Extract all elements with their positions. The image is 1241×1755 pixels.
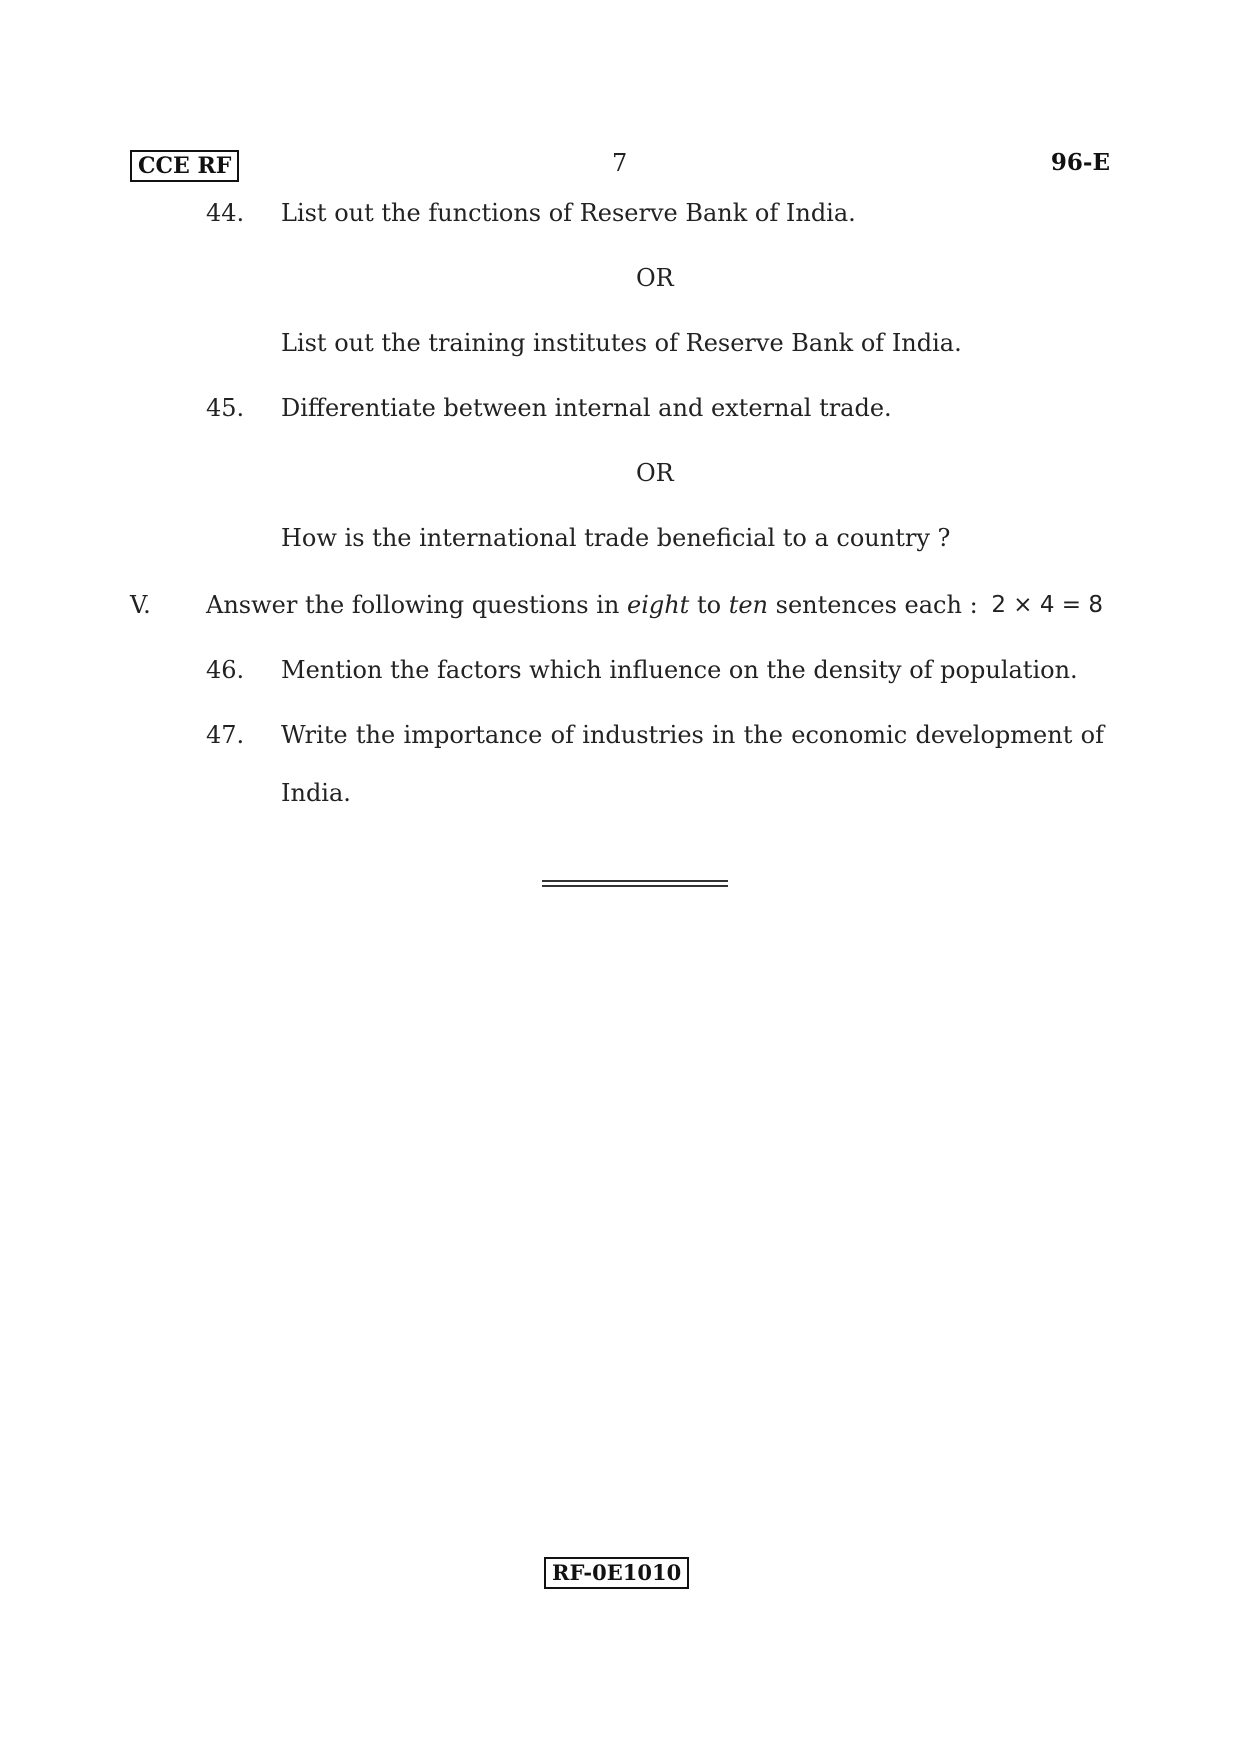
- section-v-numeral: V.: [130, 591, 151, 619]
- page-number: 7: [612, 149, 628, 177]
- question-44-number: 44.: [206, 199, 245, 227]
- section-v-instruction: [206, 590, 978, 620]
- instruction-ten: ten: [728, 591, 769, 619]
- question-46-number: 46.: [206, 656, 245, 684]
- question-45-alt-text: How is the international trade beneficial to a country ?: [281, 524, 951, 552]
- instruction-eight: eight: [626, 591, 690, 619]
- footer-code-box: RF-0E1010: [544, 1557, 689, 1589]
- instruction-part-1: Answer the following questions in: [206, 591, 620, 619]
- header-left-box: CCE RF: [130, 150, 239, 182]
- question-44-alt-text: List out the training institutes of Reserve Bank of India.: [281, 329, 962, 357]
- question-45-number: 45.: [206, 394, 245, 422]
- question-44-text: List out the functions of Reserve Bank of India.: [281, 199, 856, 227]
- question-46-text: Mention the factors which influence on the density of population.: [281, 656, 1078, 684]
- question-44-or: OR: [636, 264, 674, 292]
- question-47-number: 47.: [206, 721, 245, 749]
- question-45-or: OR: [636, 459, 674, 487]
- question-45-text: Differentiate between internal and external trade.: [281, 394, 892, 422]
- header-right-code: 96-E: [1050, 149, 1110, 176]
- question-47-text: Write the importance of industries in the economic development of India.: [281, 721, 1104, 807]
- end-double-rule: [542, 880, 728, 887]
- instruction-part-3: sentences each :: [775, 591, 978, 619]
- instruction-part-2: to: [696, 591, 722, 619]
- section-v-marks: 2 × 4 = 8: [991, 592, 1103, 618]
